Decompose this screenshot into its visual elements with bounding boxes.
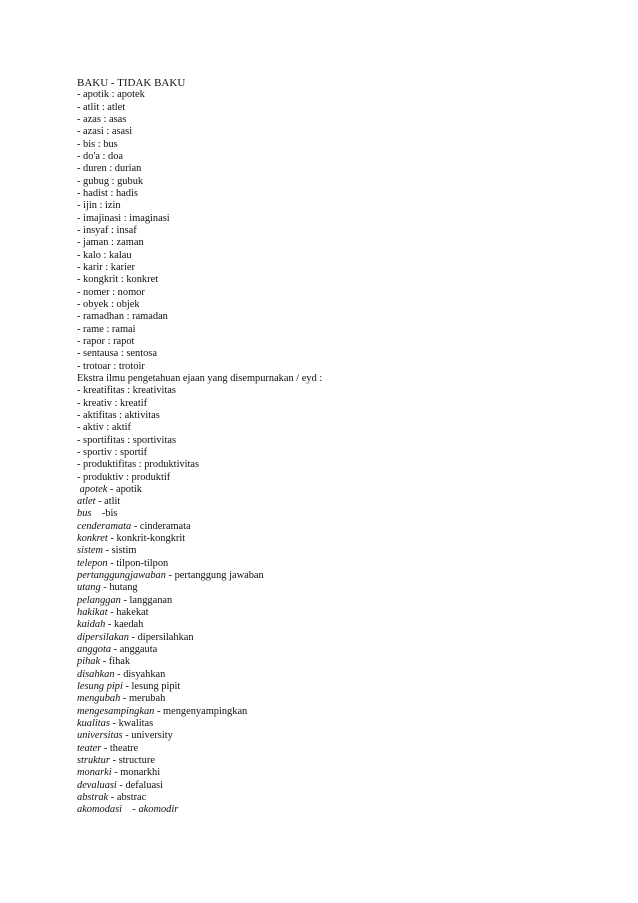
list-item: - kalo : kalau [77,249,132,261]
baku-word: devaluasi [77,779,117,791]
baku-word: monarki [77,767,112,779]
nonstandard-word: university [131,730,173,742]
word-list-main [77,89,577,373]
nonstandard-word: pertanggung jawaban [174,570,264,582]
baku-word: dipersilakan [77,631,129,643]
separator: - [108,792,117,804]
separator: - [107,533,117,545]
list-item [77,582,577,594]
baku-word: konkret [77,533,108,545]
baku-word: mengesampingkan [77,705,155,717]
baku-word: mengubah [77,693,121,705]
separator: - [111,644,120,656]
separator: - [91,508,106,520]
list-item: - ramadhan : ramadan [77,311,168,323]
list-item: - kongkrit : konkret [77,274,159,286]
list-item: akomodasi - akomodir [77,804,179,816]
nonstandard-word: abstrac [116,792,147,804]
list-item [77,533,577,545]
separator: - [100,656,109,668]
baku-word: universitas [77,730,123,742]
list-item [77,484,577,496]
separator: - [107,483,116,495]
list-item: - nomer : nomor [77,286,145,298]
separator: - [116,779,126,791]
baku-word: kualitas [77,718,110,730]
baku-word: hakikat [77,607,108,619]
list-item: - bis : bus [77,138,118,150]
separator: - [165,570,175,582]
baku-word: pelanggan [77,594,121,606]
list-item [77,693,577,705]
list-item: - kreativ : kreatif [77,397,148,409]
list-item [77,632,577,644]
baku-word: pertanggungjawaban [77,570,166,582]
list-item: - hadist : hadis [77,187,138,199]
list-item [77,706,577,718]
list-item [77,718,577,730]
list-item [77,619,577,631]
list-item: - produktifitas : produktivitas [77,459,200,471]
list-item: - rapor : rapot [77,335,135,347]
nonstandard-word: anggauta [119,644,158,656]
separator: - [122,681,132,693]
nonstandard-word: structure [118,755,155,767]
nonstandard-word: hutang [109,582,138,594]
list-item [77,780,577,792]
word-list-italic [77,484,577,805]
list-item: - obyek : objek [77,298,140,310]
list-item: - sentausa : sentosa [77,348,157,360]
separator: - [111,767,121,779]
list-item: - ijin : izin [77,200,121,212]
list-item [77,730,577,742]
word-list-eyd [77,385,577,484]
separator: - [154,705,163,717]
separator: - [109,755,119,767]
separator: - [120,693,129,705]
nonstandard-word: kaedah [113,619,144,631]
list-item: - apotik : apotek [77,89,145,101]
list-item [77,545,577,557]
list-item: - aktifitas : aktivitas [77,409,160,421]
list-item: - do'a : doa [77,150,124,162]
baku-word: cenderamata [77,520,132,532]
list-item [77,681,577,693]
list-item: - azas : asas [77,113,127,125]
nonstandard-word: atlit [104,496,121,508]
list-item: - sportiv : sportif [77,446,148,458]
separator: - [109,718,119,730]
nonstandard-word: hakekat [116,607,149,619]
list-item [77,755,577,767]
nonstandard-word: monarkhi [120,767,161,779]
list-item: - aktiv : aktif [77,422,131,434]
nonstandard-word: lesung pipit [131,681,181,693]
baku-word: utang [77,582,101,594]
list-item: - rame : ramai [77,323,136,335]
list-item: - trotoar : trotoir [77,360,145,372]
nonstandard-word: mengenyampingkan [163,705,248,717]
separator: - [128,631,138,643]
nonstandard-word: merubah [128,693,166,705]
list-item [77,607,577,619]
baku-word: teater [77,742,102,754]
separator: - [107,557,117,569]
baku-word: kaidah [77,619,106,631]
list-item: - imajinasi : imaginasi [77,212,170,224]
separator: - [102,545,112,557]
list-item [77,792,577,804]
baku-word: pihak [77,656,101,668]
list-item [77,508,577,520]
baku-word: anggota [77,644,112,656]
nonstandard-word: tilpon-tilpon [116,557,169,569]
nonstandard-word: defaluasi [125,779,163,791]
separator: - [107,607,117,619]
separator: - [95,496,105,508]
list-item [77,644,577,656]
nonstandard-word: langganan [129,594,173,606]
list-item [77,570,577,582]
separator: - [120,594,130,606]
list-item [77,767,577,779]
list-item: - produktiv : produktif [77,471,171,483]
nonstandard-word: disyahkan [123,668,166,680]
list-item [77,521,577,533]
list-item: - sportifitas : sportivitas [77,434,176,446]
list-item [77,558,577,570]
nonstandard-word: sistim [111,545,137,557]
separator: - [105,619,114,631]
list-item: - azasi : asasi [77,126,133,138]
document-body [77,77,577,817]
separator: - [131,520,140,532]
document-title: BAKU - TIDAK BAKU [77,77,186,89]
nonstandard-word: apotik [115,483,142,495]
list-item: - karir : karier [77,261,135,273]
nonstandard-word: cinderamata [139,520,191,532]
list-item: - insyaf : insaf [77,224,137,236]
separator: - [122,730,132,742]
list-item: - atlit : atlet [77,101,126,113]
baku-word: apotek [79,483,108,495]
nonstandard-word: theatre [109,742,139,754]
list-item: - gubug : gubuk [77,175,144,187]
baku-word: lesung pipi [77,681,123,693]
list-item [77,595,577,607]
separator: - [114,668,124,680]
baku-word: sistem [77,545,103,557]
list-item [77,496,577,508]
list-item [77,656,577,668]
list-item: - duren : durian [77,163,142,175]
nonstandard-word: bis [105,508,118,520]
separator: - [100,582,110,594]
list-item: - jaman : zaman [77,237,144,249]
baku-word: disahkan [77,668,115,680]
baku-word: bus [77,508,92,520]
nonstandard-word: dipersilahkan [137,631,194,643]
nonstandard-word: fihak [108,656,131,668]
nonstandard-word: kwalitas [118,718,154,730]
nonstandard-word: konkrit-kongkrit [116,533,186,545]
list-item [77,743,577,755]
baku-word: struktur [77,755,110,767]
baku-word: abstrak [77,792,109,804]
list-item: - kreatifitas : kreativitas [77,385,176,397]
baku-word: telepon [77,557,108,569]
separator: - [101,742,110,754]
baku-word: atlet [77,496,96,508]
section-heading: Ekstra ilmu pengetahuan ejaan yang disempurnakan / eyd : [77,372,323,384]
list-item [77,669,577,681]
